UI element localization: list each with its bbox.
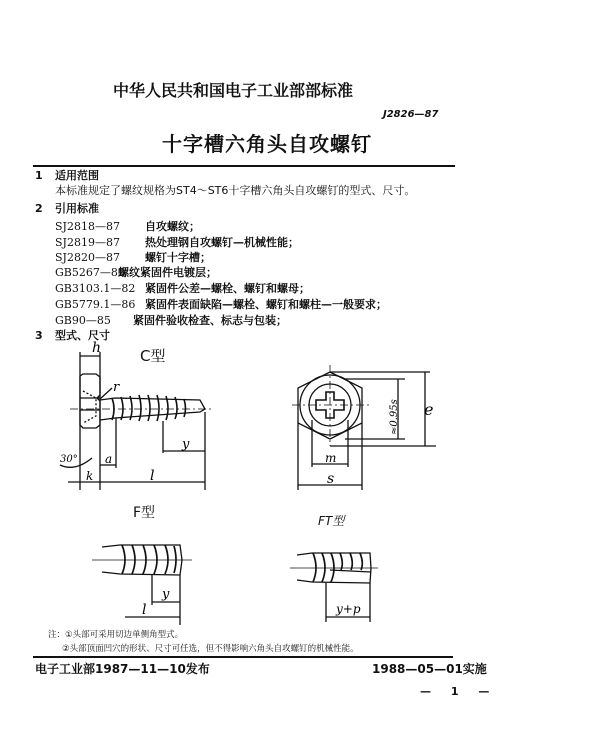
section-title: 引用标准	[55, 202, 99, 215]
dim-l: l	[150, 468, 155, 484]
dim-r: r	[113, 380, 120, 395]
f-dim-l: l	[142, 602, 147, 618]
note-1: 注：①头部可采用切边单侧角型式。	[48, 630, 184, 640]
reference-title: 螺纹紧固件电镀层；	[118, 266, 217, 279]
reference-title: 螺钉十字槽；	[145, 251, 211, 264]
dim-angle: 30°	[60, 454, 78, 465]
reference-code: SJ2818—87	[55, 220, 120, 233]
c-type-label: C型	[140, 347, 166, 365]
f-type-label: F型	[133, 505, 156, 521]
dim-e: e	[424, 400, 434, 419]
section-title: 型式、尺寸	[55, 329, 110, 342]
ft-dim-yp: y+p	[336, 602, 361, 616]
document-title: 十字槽六角头自攻螺钉	[162, 132, 372, 156]
reference-title: 紧固件表面缺陷—螺栓、螺钉和螺柱—一般要求；	[145, 298, 387, 311]
section-number: 3	[35, 329, 43, 342]
standard-code: J2826—87	[383, 109, 439, 120]
dim-k: k	[86, 469, 94, 483]
dim-h: h	[92, 340, 102, 356]
issue-date: 电子工业部1987—11—10发布	[35, 662, 210, 676]
dim-y: y	[182, 437, 190, 452]
note-2: ②头部顶面凹穴的形状、尺寸可任选，但不得影响六角头自攻螺钉的机械性能。	[62, 644, 359, 654]
section-number: 2	[35, 202, 43, 215]
section-number: 1	[35, 169, 43, 182]
reference-title: 紧固件公差—螺栓、螺钉和螺母；	[145, 282, 310, 295]
effective-date: 1988—05—01实施	[372, 662, 487, 676]
dim-m: m	[325, 451, 337, 465]
page-number: — 1 —	[420, 685, 498, 698]
reference-code: SJ2820—87	[55, 251, 120, 264]
section-1-text: 本标准规定了螺纹规格为ST4～ST6十字槽六角头自攻螺钉的型式、尺寸。	[55, 184, 416, 197]
dim-ratio: ≈0.95s	[389, 399, 400, 435]
reference-code: GB5267—85	[55, 266, 125, 279]
reference-code: GB3103.1—82	[55, 282, 136, 295]
dim-a: a	[105, 452, 113, 466]
reference-title: 自攻螺纹；	[145, 220, 200, 233]
reference-title: 紧固件验收检查、标志与包装；	[133, 314, 287, 327]
f-dim-y: y	[162, 587, 170, 602]
reference-title: 热处理钢自攻螺钉—机械性能；	[145, 236, 299, 249]
reference-code: GB90—85	[55, 314, 111, 327]
dim-s: s	[327, 471, 335, 487]
issuing-organization: 中华人民共和国电子工业部部标准	[113, 81, 354, 100]
reference-code: GB5779.1—86	[55, 298, 136, 311]
section-title: 适用范围	[55, 169, 99, 182]
ft-type-label: FT型	[318, 514, 345, 528]
reference-code: SJ2819—87	[55, 236, 120, 249]
footer-rule	[33, 656, 453, 658]
